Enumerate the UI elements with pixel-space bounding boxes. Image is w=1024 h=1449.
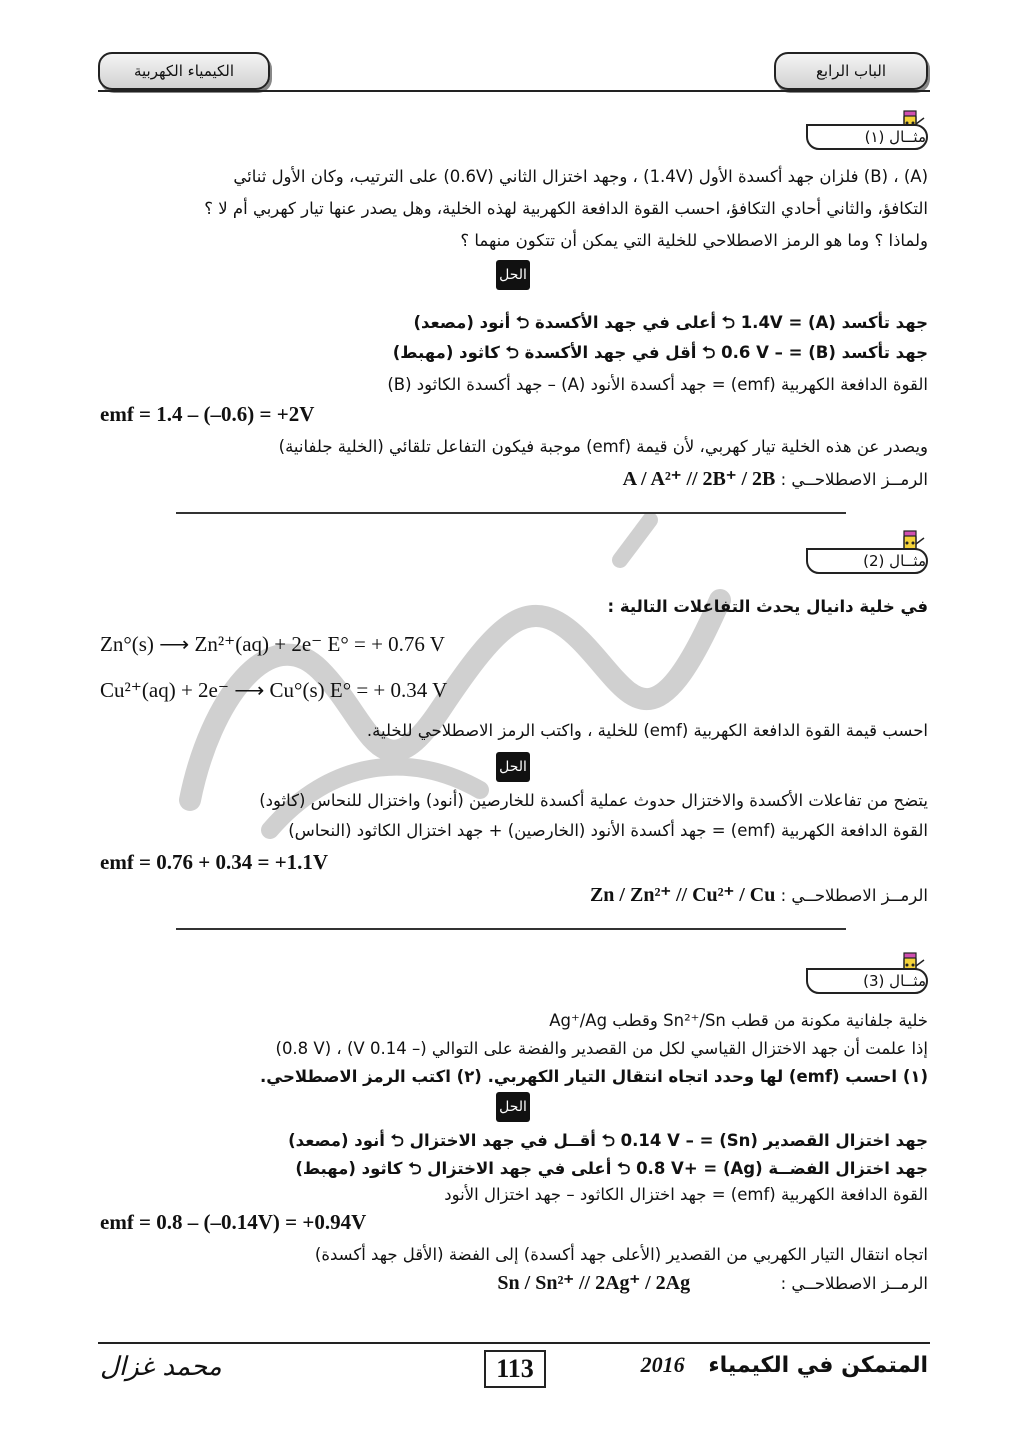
example-2-reaction-2: Cu²⁺(aq) + 2e⁻ ⟶ Cu°(s) E° = + 0.34 V <box>100 678 448 702</box>
example-3-symbol-label: الرمــز الاصطلاحــي : <box>780 1274 928 1293</box>
example-3-tag <box>806 968 928 994</box>
footer-title-text: المتمكن في الكيمياء <box>708 1353 928 1378</box>
divider-2 <box>176 928 846 930</box>
header-subject-label: الكيمياء الكهربية <box>133 62 235 80</box>
author-signature-text: محمد غزال <box>100 1352 222 1382</box>
example-1-solution-badge <box>496 260 530 290</box>
example-1-step-4: ويصدر عن هذه الخلية تيار كهربي، لأن قيمة (emf) موجبة فيكون التفاعل تلقائي (الخلية جلفانية) <box>278 437 928 456</box>
example-2-emf: emf = 0.76 + 0.34 = +1.1V <box>100 850 329 874</box>
example-1-tag <box>806 124 928 150</box>
header-chapter-tab <box>774 52 928 90</box>
example-3-question-line-3: (١) احسب (emf) لها وحدد اتجاه انتقال التيار الكهربي. (٢) اكتب الرمز الاصطلاحي. <box>260 1067 928 1086</box>
example-3-title: مثــال (3) <box>863 972 926 990</box>
example-1-symbol: A / A²⁺ // 2B⁺ / 2B <box>622 468 776 490</box>
example-1-step-3: القوة الدافعة الكهربية (emf) = جهد أكسدة الأنود (A) – جهد أكسدة الكاثود (B) <box>387 375 928 394</box>
author-signature <box>100 1352 222 1382</box>
example-1-title: مثــال (١) <box>864 128 926 146</box>
example-2-symbol-label: الرمــز الاصطلاحــي : <box>780 886 928 905</box>
example-2-symbol-row <box>96 882 928 909</box>
example-1-symbol-row <box>96 466 928 493</box>
example-2-tag <box>806 548 928 574</box>
example-3-step-1: جهد اختزال القصدير (Sn) = – 0.14 V ⮌ أقــل في جهد الاختزال ⮌ أنود (مصعد) <box>288 1131 928 1150</box>
example-3-emf: emf = 0.8 – (–0.14V) = +0.94V <box>100 1210 367 1234</box>
example-3-step-2: جهد اختزال الفضــة (Ag) = +0.8 V ⮌ أعلى في جهد الاختزال ⮌ كاثود (مهبط) <box>295 1159 928 1178</box>
example-2-solution-label: الحل <box>499 759 527 775</box>
header-rule <box>98 90 930 92</box>
page-number-box <box>484 1350 546 1388</box>
example-2-solution-badge <box>496 752 530 782</box>
page-number: 113 <box>496 1354 534 1383</box>
example-1-emf: emf = 1.4 – (–0.6) = +2V <box>100 402 315 426</box>
example-1-symbol-label: الرمــز الاصطلاحــي : <box>780 470 928 489</box>
example-2-step-1: يتضح من تفاعلات الأكسدة والاختزال حدوث عملية أكسدة للخارصين (أنود) واختزال للنحاس (كاثود) <box>259 791 928 810</box>
footer-book-title <box>641 1352 928 1378</box>
example-3-symbol: Sn / Sn²⁺ // 2Ag⁺ / 2Ag <box>497 1272 691 1294</box>
example-2-symbol: Zn / Zn²⁺ // Cu²⁺ / Cu <box>589 884 776 906</box>
example-2-reaction-1: Zn°(s) ⟶ Zn²⁺(aq) + 2e⁻ E° = + 0.76 V <box>100 632 445 656</box>
example-2-title: مثــال (2) <box>863 552 926 570</box>
header-chapter-label: الباب الرابع <box>815 62 887 80</box>
header-subject-tab <box>98 52 270 90</box>
example-3-question-line-2: إذا علمت أن جهد الاختزال القياسي لكل من القصدير والفضة على التوالي (– 0.14 V) ، (0.8 V) <box>275 1039 928 1058</box>
example-1-solution-label: الحل <box>499 267 527 283</box>
footer-rule <box>98 1342 930 1344</box>
divider-1 <box>176 512 846 514</box>
example-1-step-1: جهد تأكسد (A) = 1.4V ⮌ أعلى في جهد الأكسدة ⮌ أنود (مصعد) <box>413 313 928 332</box>
example-1-question-line-2: التكافؤ، والثاني أحادي التكافؤ، احسب القوة الدافعة الكهربية لهذه الخلية، وهل يصدر عنها تيار كهربي أم لا ؟ <box>204 199 928 218</box>
example-2-question: احسب قيمة القوة الدافعة الكهربية (emf) للخلية ، واكتب الرمز الاصطلاحي للخلية. <box>366 721 928 740</box>
example-2-step-2: القوة الدافعة الكهربية (emf) = جهد أكسدة الأنود (الخارصين) + جهد اختزال الكاثود (النحاس) <box>288 821 928 840</box>
example-3-step-4: اتجاه انتقال التيار الكهربي من القصدير (الأعلى جهد أكسدة) إلى الفضة (الأقل جهد أكسدة) <box>314 1245 928 1264</box>
example-3-question-line-1: خلية جلفانية مكونة من قطب Sn²⁺/Sn وقطب Ag⁺/Ag <box>549 1011 928 1030</box>
example-1-question-line-1: (A) ، (B) فلزان جهد أكسدة الأول (1.4V) ، وجهد اختزال الثاني (0.6V) على الترتيب، وكان الأول ثنائي <box>233 167 928 186</box>
example-1-question-line-3: ولماذا ؟ وما هو الرمز الاصطلاحي للخلية التي يمكن أن تتكون منهما ؟ <box>460 231 928 250</box>
example-3-step-3: القوة الدافعة الكهربية (emf) = جهد اختزال الكاثود – جهد اختزال الأنود <box>444 1185 928 1204</box>
example-3-symbol-row <box>96 1270 928 1297</box>
footer-year: 2016 <box>640 1352 685 1377</box>
example-3-solution-badge <box>496 1092 530 1122</box>
example-3-solution-label: الحل <box>499 1099 527 1115</box>
example-2-intro: في خلية دانيال يحدث التفاعلات التالية : <box>607 597 928 616</box>
example-1-step-2: جهد تأكسد (B) = – 0.6 V ⮌ أقل في جهد الأكسدة ⮌ كاثود (مهبط) <box>392 343 928 362</box>
